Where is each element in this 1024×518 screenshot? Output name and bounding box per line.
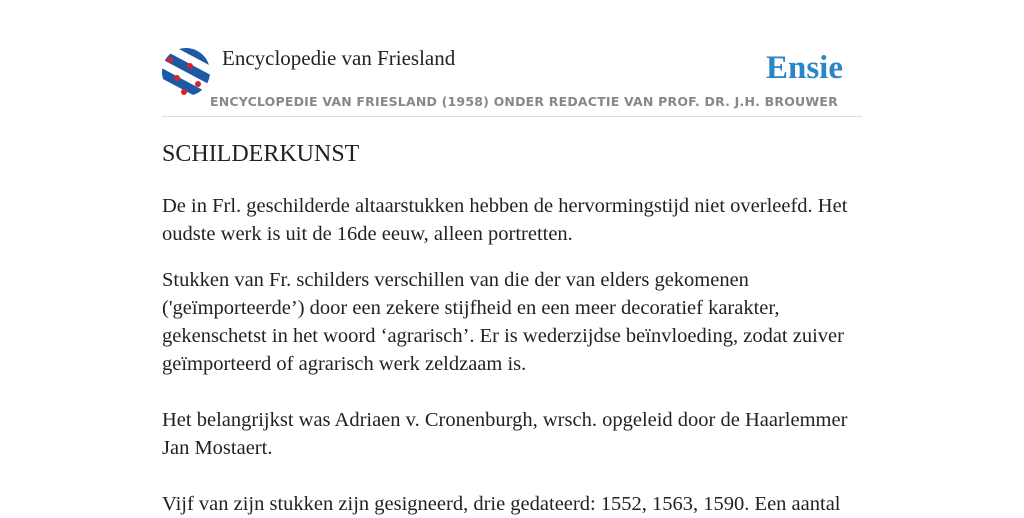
site-header xyxy=(162,44,862,117)
brand-logo[interactable]: Ensie xyxy=(765,50,843,86)
frisian-flag-icon[interactable] xyxy=(162,48,210,96)
article-paragraph: De in Frl. geschilderde altaarstukken hebben de hervormingstijd niet overleefd. Het oudste werk is uit de 16de eeuw, alleen portretten. xyxy=(162,195,848,245)
article xyxy=(162,138,872,518)
article-title: SCHILDERKUNST xyxy=(162,141,360,167)
article-paragraph: Stukken van Fr. schilders verschillen van die der van elders gekomenen ('geïmporteerde’) door een zekere stijfheid en een meer decoratief karakter, gekenschetst in het woord ‘agrarisch’. Er is wederzijdse beïnvloeding, zodat zuiver geïmporteerd of agrarisch werk zeldzaam is. xyxy=(162,269,844,375)
article-paragraph: Vijf van zijn stukken zijn gesigneerd, drie gedateerd: 1552, 1563, 1590. Een aantal xyxy=(162,493,841,515)
site-subtitle: ENCYCLOPEDIE VAN FRIESLAND (1958) ONDER REDACTIE VAN PROF. DR. J.H. BROUWER xyxy=(210,94,838,109)
site-title[interactable]: Encyclopedie van Friesland xyxy=(222,46,456,70)
article-paragraph: Het belangrijkst was Adriaen v. Cronenburgh, wrsch. opgeleid door de Haarlemmer Jan Mostaert. xyxy=(162,409,848,459)
